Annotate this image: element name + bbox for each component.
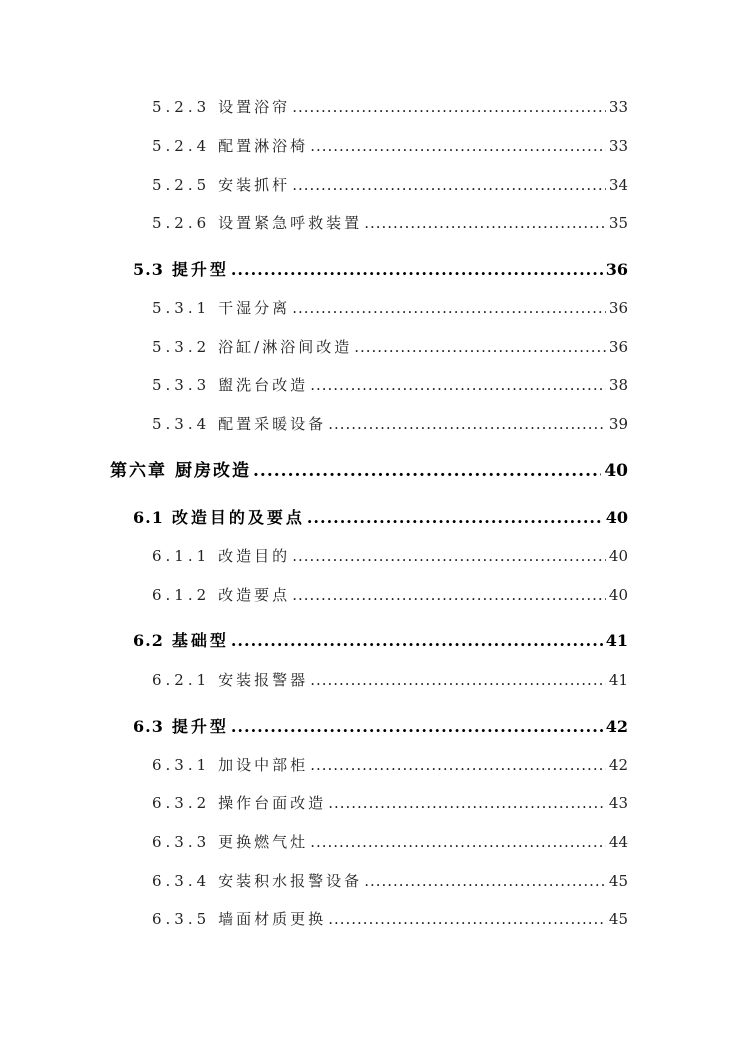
toc-entry-title: 改造要点 — [218, 586, 291, 604]
toc-dot-leader — [364, 216, 606, 231]
toc-entry-5-3[interactable] — [133, 262, 628, 278]
toc-entry-number: 6.1.1 — [152, 547, 211, 565]
toc-entry-page: 39 — [608, 415, 628, 433]
toc-entry-5-2-6[interactable] — [152, 216, 628, 231]
toc-entry-number: 6.2 — [133, 631, 164, 650]
toc-dot-leader — [292, 100, 606, 115]
toc-entry-page: 40 — [605, 508, 628, 527]
toc-entry-title: 设置浴帘 — [218, 98, 291, 116]
toc-entry-page: 33 — [608, 98, 628, 116]
toc-dot-leader — [292, 588, 606, 603]
toc-entry-number: 第六章 — [110, 461, 167, 481]
toc-entry-page: 35 — [608, 214, 628, 232]
toc-entry-6-3[interactable] — [133, 719, 628, 735]
toc-entry-number: 5.2.3 — [152, 98, 211, 116]
toc-entry-number: 6.3 — [133, 717, 164, 736]
toc-entry-6-3-5[interactable] — [152, 912, 628, 927]
toc-entry-title: 操作台面改造 — [218, 794, 327, 812]
toc-entry-number: 5.3.1 — [152, 299, 211, 317]
toc-entry-page: 38 — [608, 376, 628, 394]
toc-entry-page: 36 — [608, 338, 628, 356]
toc-entry-title: 改造目的及要点 — [171, 508, 305, 527]
toc-entry-title: 加设中部柜 — [218, 756, 309, 774]
toc-entry-6-1-2[interactable] — [152, 588, 628, 603]
toc-dot-leader — [328, 796, 606, 811]
toc-entry-chapter-6[interactable] — [110, 463, 628, 480]
toc-dot-leader — [310, 673, 606, 688]
toc-entry-title: 设置紧急呼救装置 — [218, 214, 363, 232]
toc-entry-number: 6.3.4 — [152, 872, 211, 890]
toc-dot-leader — [328, 912, 606, 927]
toc-entry-number: 6.1 — [133, 508, 164, 527]
toc-entry-6-1[interactable] — [133, 510, 628, 526]
toc-entry-number: 5.2.6 — [152, 214, 211, 232]
toc-entry-6-3-4[interactable] — [152, 874, 628, 889]
toc-entry-5-2-4[interactable] — [152, 139, 628, 154]
toc-entry-6-3-1[interactable] — [152, 758, 628, 773]
toc-entry-page: 33 — [608, 137, 628, 155]
toc-dot-leader — [328, 417, 606, 432]
toc-entry-page: 45 — [608, 910, 628, 928]
toc-entry-title: 安装报警器 — [218, 671, 309, 689]
toc-dot-leader — [231, 633, 603, 649]
toc-entry-number: 5.3.3 — [152, 376, 211, 394]
toc-entry-6-1-1[interactable] — [152, 549, 628, 564]
toc-entry-page: 40 — [608, 586, 628, 604]
toc-entry-title: 盥洗台改造 — [218, 376, 309, 394]
toc-entry-title: 更换燃气灶 — [218, 833, 309, 851]
toc-entry-page: 40 — [608, 547, 628, 565]
toc-dot-leader — [354, 340, 606, 355]
toc-dot-leader — [292, 549, 606, 564]
toc-entry-number: 6.3.5 — [152, 910, 211, 928]
toc-entry-title: 提升型 — [171, 260, 229, 279]
toc-entry-page: 42 — [608, 756, 628, 774]
toc-dot-leader — [253, 463, 601, 480]
toc-entry-number: 6.3.1 — [152, 756, 211, 774]
toc-entry-title: 安装抓杆 — [218, 176, 291, 194]
toc-entry-page: 41 — [608, 671, 628, 689]
toc-dot-leader — [292, 301, 606, 316]
toc-dot-leader — [307, 510, 603, 526]
toc-entry-page: 40 — [604, 461, 628, 481]
toc-entry-5-3-1[interactable] — [152, 301, 628, 316]
toc-entry-page: 36 — [608, 299, 628, 317]
toc-dot-leader — [364, 874, 606, 889]
toc-entry-page: 43 — [608, 794, 628, 812]
toc-dot-leader — [231, 719, 603, 735]
toc-entry-page: 36 — [605, 260, 628, 279]
toc-entry-6-3-3[interactable] — [152, 835, 628, 850]
toc-entry-title: 提升型 — [171, 717, 229, 736]
toc-entry-page: 42 — [605, 717, 628, 736]
toc-entry-title: 配置淋浴椅 — [218, 137, 309, 155]
toc-entry-title: 改造目的 — [218, 547, 291, 565]
toc-entry-number: 5.3.2 — [152, 338, 211, 356]
toc-entry-6-2[interactable] — [133, 633, 628, 649]
toc-dot-leader — [292, 178, 606, 193]
toc-entry-title: 基础型 — [171, 631, 229, 650]
toc-entry-number: 5.3.4 — [152, 415, 211, 433]
toc-entry-6-2-1[interactable] — [152, 673, 628, 688]
toc-entry-page: 41 — [605, 631, 628, 650]
toc-entry-5-2-3[interactable] — [152, 100, 628, 115]
toc-entry-page: 34 — [608, 176, 628, 194]
toc-entry-number: 5.3 — [133, 260, 164, 279]
toc-dot-leader — [310, 139, 606, 154]
toc-entry-number: 6.2.1 — [152, 671, 211, 689]
toc-entry-5-3-3[interactable] — [152, 378, 628, 393]
toc-entry-title: 厨房改造 — [175, 461, 251, 481]
toc-entry-number: 6.3.2 — [152, 794, 211, 812]
toc-dot-leader — [310, 835, 606, 850]
toc-entry-number: 5.2.4 — [152, 137, 211, 155]
toc-entry-page: 44 — [608, 833, 628, 851]
toc-entry-5-2-5[interactable] — [152, 178, 628, 193]
toc-entry-number: 6.1.2 — [152, 586, 211, 604]
toc-dot-leader — [231, 262, 603, 278]
toc-entry-5-3-2[interactable] — [152, 340, 628, 355]
toc-entry-title: 安装积水报警设备 — [218, 872, 363, 890]
toc-entry-6-3-2[interactable] — [152, 796, 628, 811]
toc-entry-page: 45 — [608, 872, 628, 890]
toc-entry-title: 墙面材质更换 — [218, 910, 327, 928]
toc-dot-leader — [310, 378, 606, 393]
toc-entry-title: 浴缸/淋浴间改造 — [218, 338, 353, 356]
toc-entry-5-3-4[interactable] — [152, 417, 628, 432]
toc-entry-number: 6.3.3 — [152, 833, 211, 851]
toc-entry-number: 5.2.5 — [152, 176, 211, 194]
toc-entry-title: 干湿分离 — [218, 299, 291, 317]
toc-dot-leader — [310, 758, 606, 773]
toc-entry-title: 配置采暖设备 — [218, 415, 327, 433]
